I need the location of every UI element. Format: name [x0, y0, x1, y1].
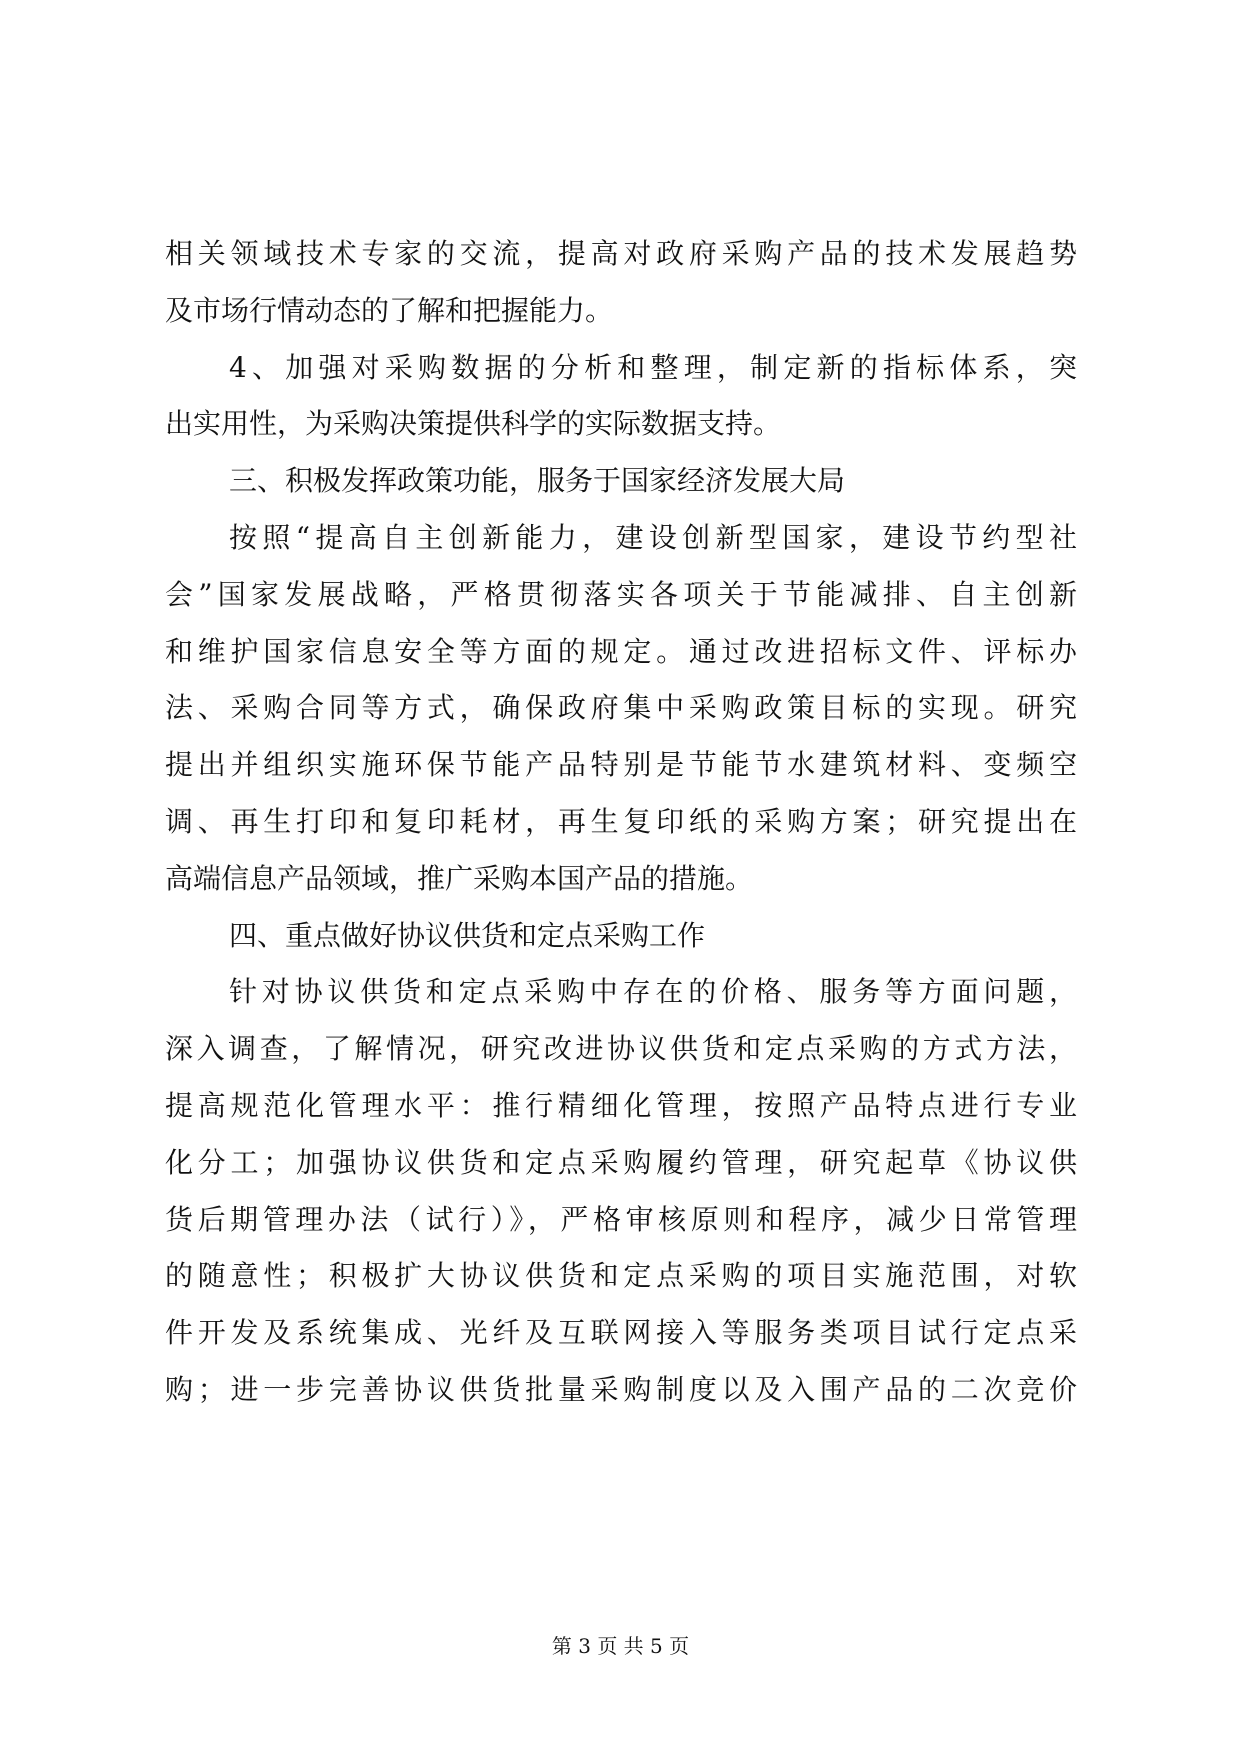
page-number-footer: 第 3 页 共 5 页 [551, 1634, 690, 1658]
text-line: 相关领域技术专家的交流，提高对政府采购产品的技术发展趋势 [165, 237, 1077, 270]
text-line: 和维护国家信息安全等方面的规定。通过改进招标文件、评标办 [165, 634, 1077, 668]
text-line: 件开发及系统集成、光纤及互联网接入等服务类项目试行定点采 [165, 1316, 1077, 1350]
text-line: 的随意性；积极扩大协议供货和定点采购的项目实施范围，对软 [165, 1259, 1077, 1293]
text-line: 化分工；加强协议供货和定点采购履约管理，研究起草《协议供 [165, 1145, 1077, 1179]
text-line: 法、采购合同等方式，确保政府集中采购政策目标的实现。研究 [165, 691, 1077, 725]
text-line: 提出并组织实施环保节能产品特别是节能节水建筑材料、变频空 [165, 748, 1077, 782]
section-heading: 四、重点做好协议供货和定点采购工作 [229, 918, 706, 952]
text-line: 购；进一步完善协议供货批量采购制度以及入围产品的二次竞价 [165, 1372, 1077, 1406]
text-line: 及市场行情动态的了解和把握能力。 [165, 293, 614, 327]
text-line: 按照“提高自主创新能力，建设创新型国家，建设节约型社 [229, 520, 1077, 554]
text-line: 深入调查，了解情况，研究改进协议供货和定点采购的方式方法， [165, 1032, 1077, 1066]
text-line: 出实用性，为采购决策提供科学的实际数据支持。 [165, 407, 782, 441]
text-line: 4、加强对采购数据的分析和整理，制定新的指标体系，突 [229, 350, 1077, 384]
section-heading: 三、积极发挥政策功能，服务于国家经济发展大局 [229, 464, 846, 498]
text-line: 调、再生打印和复印耗材，再生复印纸的采购方案；研究提出在 [165, 804, 1077, 838]
text-line: 货后期管理办法（试行）》，严格审核原则和程序，减少日常管理 [165, 1202, 1077, 1236]
text-line: 高端信息产品领域，推广采购本国产品的措施。 [165, 861, 754, 895]
text-line: 会”国家发展战略，严格贯彻落实各项关于节能减排、自主创新 [165, 577, 1077, 611]
text-line: 提高规范化管理水平：推行精细化管理，按照产品特点进行专业 [165, 1088, 1077, 1122]
text-line: 针对协议供货和定点采购中存在的价格、服务等方面问题， [229, 975, 1077, 1009]
body-text [165, 226, 1077, 1419]
